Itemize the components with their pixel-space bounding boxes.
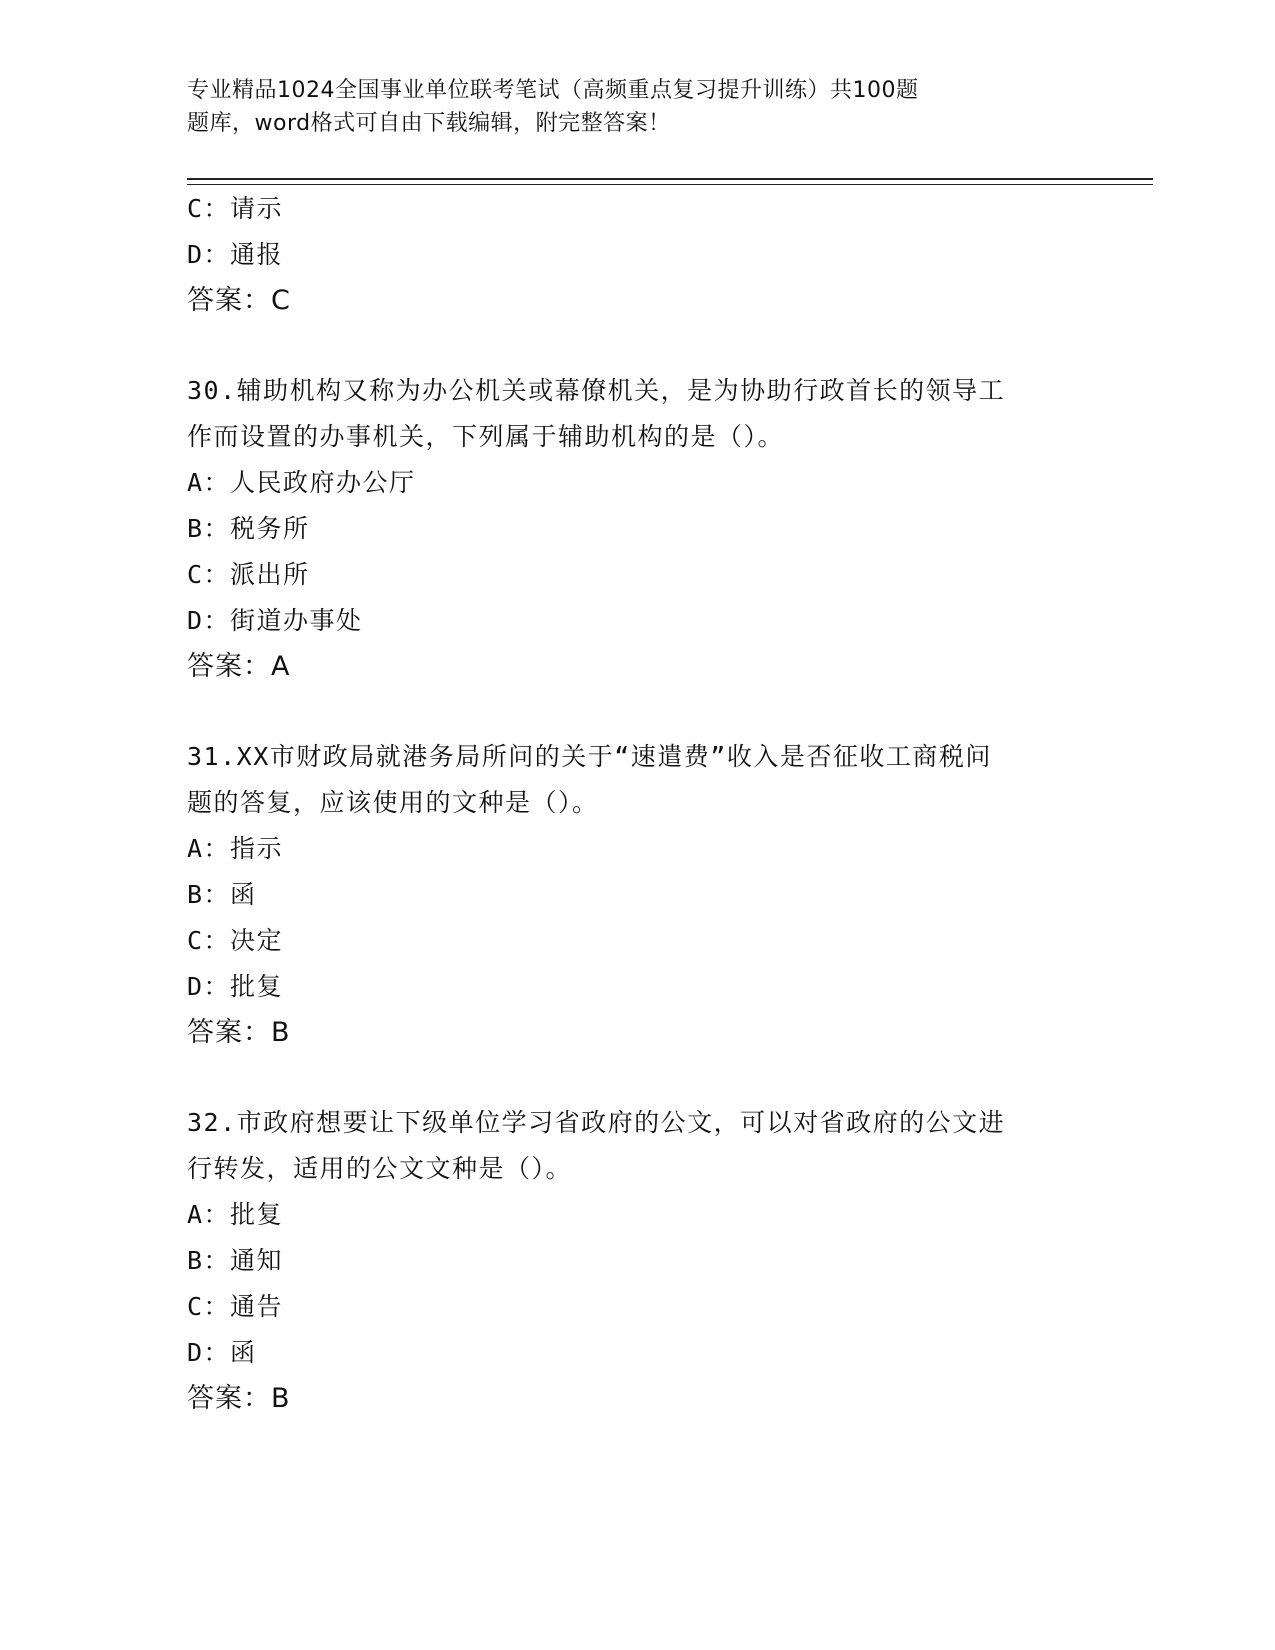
option-c: C：请示: [187, 194, 284, 223]
option-d: D：函: [187, 1338, 257, 1367]
option-a: A：指示: [187, 834, 284, 863]
question-text: 30.辅助机构又称为办公机关或幕僚机关，是为协助行政首长的领导工: [187, 376, 1006, 405]
answer: 答案：C: [187, 285, 291, 316]
option-c: C：决定: [187, 926, 284, 955]
option-c: C：通告: [187, 1292, 284, 1321]
option-a: A：人民政府办公厅: [187, 468, 416, 497]
option-b: B：通知: [187, 1246, 284, 1275]
question-fragment: [187, 186, 1087, 324]
question-text: 作而设置的办事机关，下列属于辅助机构的是（）。: [187, 422, 785, 451]
option-d: D：街道办事处: [187, 606, 363, 635]
question-text: 32.市政府想要让下级单位学习省政府的公文，可以对省政府的公文进: [187, 1108, 1006, 1137]
option-b: B：税务所: [187, 514, 310, 543]
question-text: 31.XX市财政局就港务局所问的关于“速遣费”收入是否征收工商税问: [187, 742, 992, 771]
option-b: B：函: [187, 880, 257, 909]
answer: 答案：A: [187, 651, 291, 682]
question-text: 题的答复，应该使用的文种是（）。: [187, 788, 599, 817]
option-a: A：批复: [187, 1200, 284, 1229]
option-d: D：批复: [187, 972, 284, 1001]
option-d: D：通报: [187, 240, 284, 269]
question-32: [187, 1100, 1087, 1422]
question-list: [187, 186, 1087, 1422]
question-30: [187, 368, 1087, 690]
header-divider-thick: [187, 178, 1153, 180]
option-c: C：派出所: [187, 560, 310, 589]
answer: 答案：B: [187, 1383, 291, 1414]
header-line-2: 题库，word格式可自由下载编辑，附完整答案！: [187, 111, 671, 136]
document-header: [187, 74, 1107, 140]
header-divider-thin: [187, 184, 1153, 185]
header-line-1: 专业精品1024全国事业单位联考笔试（高频重点复习提升训练）共100题: [187, 78, 919, 103]
question-text: 行转发，适用的公文文种是（）。: [187, 1154, 573, 1183]
answer: 答案：B: [187, 1017, 291, 1048]
question-31: [187, 734, 1087, 1056]
